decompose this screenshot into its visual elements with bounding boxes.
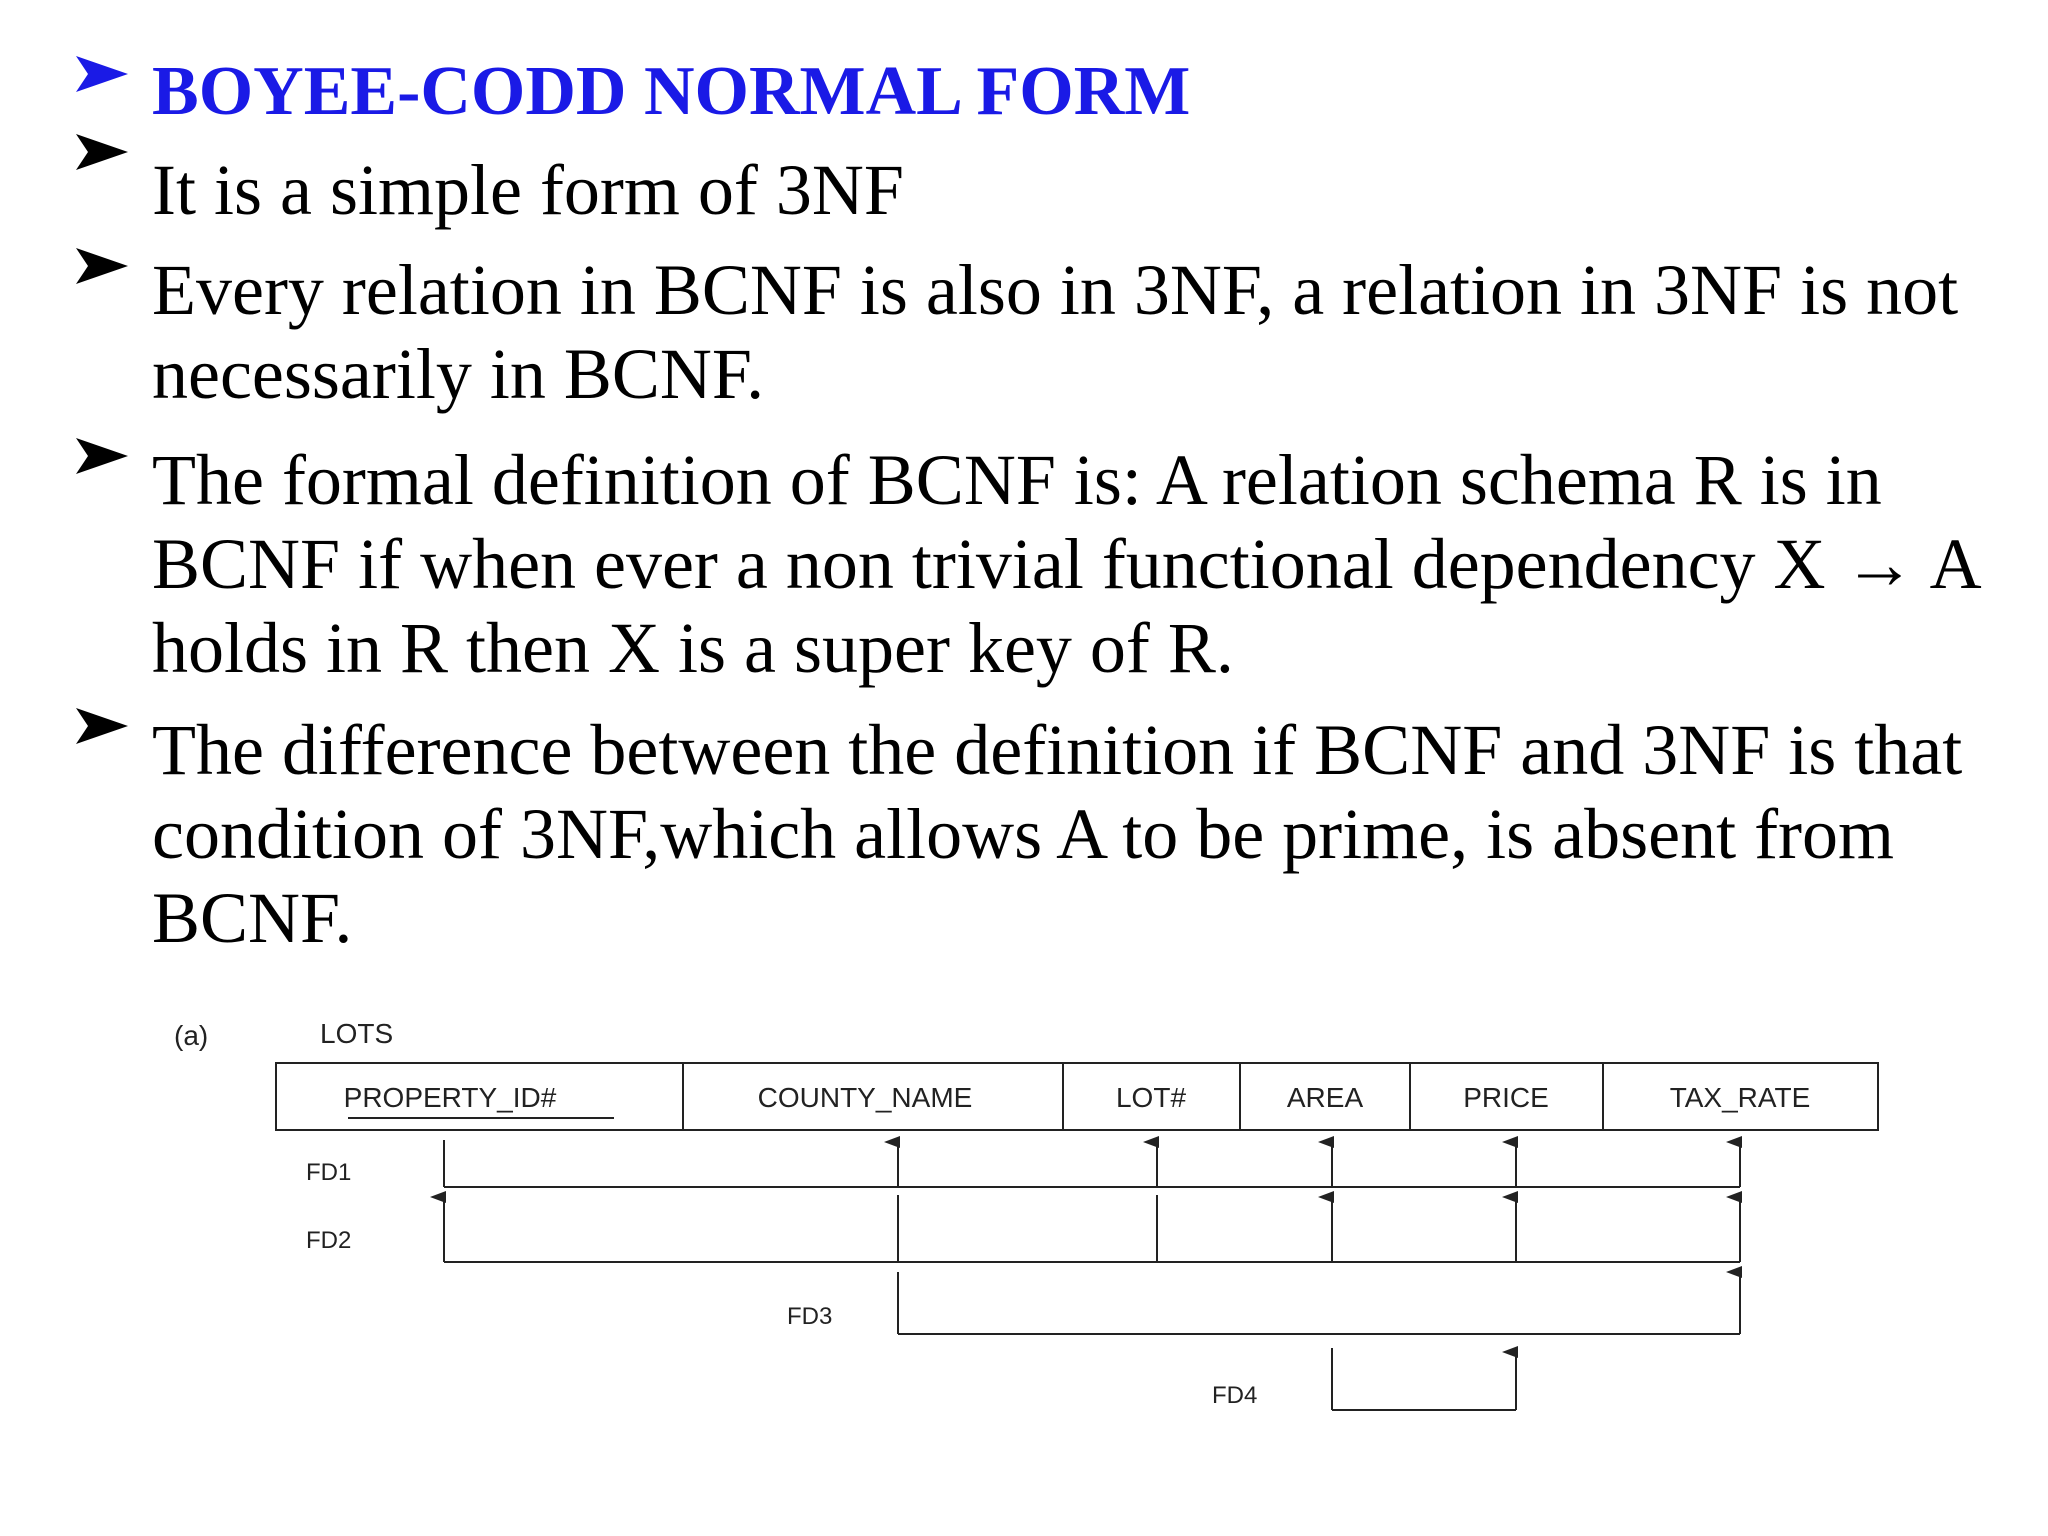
fd4-lines bbox=[1332, 1348, 1516, 1410]
bullet-line: Every relation in BCNF is also in 3NF, a relation in 3NF is not bbox=[152, 250, 1959, 330]
attribute-property-id: PROPERTY_ID# bbox=[343, 1082, 557, 1113]
fd3-label: FD3 bbox=[787, 1303, 833, 1330]
bullet-line: necessarily in BCNF. bbox=[152, 334, 765, 414]
relation-name: LOTS bbox=[320, 1018, 394, 1049]
figure-label: (a) bbox=[174, 1020, 209, 1051]
fd4-label: FD4 bbox=[1212, 1382, 1258, 1409]
fd1-lines bbox=[444, 1140, 1740, 1187]
bullet-line: holds in R then X is a super key of R. bbox=[152, 608, 1234, 688]
bullet-line: The difference between the definition if BCNF and 3NF is that bbox=[152, 710, 1963, 790]
fd2-label: FD2 bbox=[306, 1227, 352, 1254]
bullet-line: BCNF if when ever a non trivial functional dependency X → A bbox=[152, 524, 1982, 604]
fd3-lines bbox=[898, 1272, 1740, 1334]
slide-title-text: BOYEE-CODD NORMAL FORM bbox=[152, 53, 1191, 130]
bullet-line: condition of 3NF,which allows A to be prime, is absent from bbox=[152, 794, 1895, 874]
attribute-lot: LOT# bbox=[1115, 1082, 1187, 1113]
attribute-county-name: COUNTY_NAME bbox=[757, 1082, 973, 1113]
fd2-lines bbox=[444, 1195, 1740, 1262]
bullet-line: It is a simple form of 3NF bbox=[152, 150, 904, 230]
attribute-price: PRICE bbox=[1463, 1082, 1549, 1113]
attribute-tax-rate: TAX_RATE bbox=[1669, 1082, 1811, 1113]
bullet-line: BCNF. bbox=[152, 878, 353, 958]
bullet-line: The formal definition of BCNF is: A relation schema R is in bbox=[152, 440, 1882, 520]
fd1-label: FD1 bbox=[306, 1159, 352, 1186]
attribute-area: AREA bbox=[1286, 1082, 1364, 1113]
